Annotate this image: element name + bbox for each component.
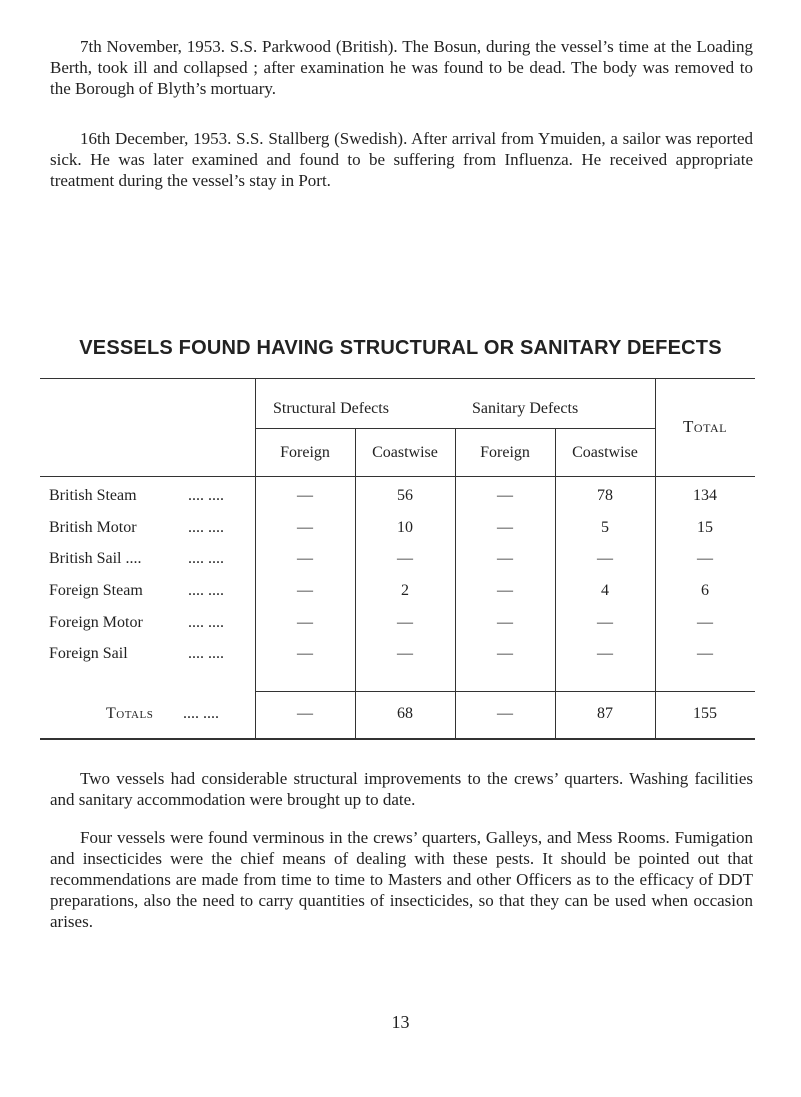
table-cell: —: [297, 487, 313, 504]
table-cell: 6: [701, 582, 709, 599]
table-bottom-rule: [40, 738, 755, 740]
table-cell: —: [297, 550, 313, 567]
row-label: British Sail ....: [49, 550, 142, 567]
sanitary-defects-header: Sanitary Defects: [472, 400, 579, 417]
paragraph-text: 16th December, 1953. S.S. Stallberg (Swedish). After arrival from Ymuiden, a sailor was reported sick. He was later examined and found to be suffering from Influenza. He received appropriate treatment during the vessel’s stay in Port.: [50, 129, 753, 190]
table-cell: 87: [597, 705, 613, 722]
table-cell: 68: [397, 705, 413, 722]
table-cell: —: [697, 645, 713, 662]
paragraph-verminous-vessels: [50, 827, 753, 932]
totals-label: Totals: [106, 705, 154, 722]
table-heading: VESSELS FOUND HAVING STRUCTURAL OR SANITARY DEFECTS: [79, 337, 722, 359]
table-cell: 5: [601, 519, 609, 536]
leader-dots: .... ....: [188, 487, 224, 504]
table-cell: —: [297, 582, 313, 599]
table-cell: 155: [693, 705, 717, 722]
paragraph-stallberg: [50, 128, 753, 191]
table-cell: —: [497, 645, 513, 662]
subheader-sanitary-foreign: Foreign: [480, 444, 530, 461]
table-cell: —: [297, 645, 313, 662]
leader-dots: .... ....: [188, 614, 224, 631]
paragraph-text: 7th November, 1953. S.S. Parkwood (British). The Bosun, during the vessel’s time at the Loading Berth, took ill and collapsed ; after examination he was found to be dead. The body was removed to the Borough of Blyth’s mortuary.: [50, 37, 753, 98]
table-cell: —: [497, 519, 513, 536]
table-cell: —: [397, 645, 413, 662]
paragraph-parkwood: [50, 36, 753, 99]
totals-top-rule: [255, 691, 755, 692]
table-cell: 134: [693, 487, 717, 504]
row-label: Foreign Motor: [49, 614, 143, 631]
header-bottom-rule: [40, 476, 755, 477]
table-cell: 2: [401, 582, 409, 599]
leader-dots: .... ....: [188, 519, 224, 536]
leader-dots: .... ....: [188, 645, 224, 662]
table-cell: 56: [397, 487, 413, 504]
leader-dots: .... ....: [188, 582, 224, 599]
table-top-rule: [40, 378, 755, 379]
subheader-structural-coastwise: Coastwise: [372, 444, 438, 461]
table-cell: —: [597, 614, 613, 631]
subheader-sanitary-coastwise: Coastwise: [572, 444, 638, 461]
table-cell: —: [497, 614, 513, 631]
table-cell: 4: [601, 582, 609, 599]
page-number: 13: [391, 1012, 410, 1032]
table-cell: —: [697, 614, 713, 631]
paragraph-structural-improvements: [50, 768, 753, 810]
leader-dots: .... ....: [183, 705, 219, 722]
table-cell: 10: [397, 519, 413, 536]
table-cell: —: [597, 645, 613, 662]
table-cell: —: [297, 705, 313, 722]
table-cell: —: [397, 614, 413, 631]
table-cell: 78: [597, 487, 613, 504]
leader-dots: .... ....: [188, 550, 224, 567]
table-cell: —: [597, 550, 613, 567]
row-label: Foreign Sail: [49, 645, 128, 662]
row-label: Foreign Steam: [49, 582, 143, 599]
table-cell: —: [497, 487, 513, 504]
defects-table: [40, 378, 755, 740]
table-cell: —: [497, 705, 513, 722]
row-label: British Steam: [49, 487, 137, 504]
table-cell: —: [497, 582, 513, 599]
table-cell: —: [297, 614, 313, 631]
paragraph-text: Two vessels had considerable structural improvements to the crews’ quarters. Washing facilities and sanitary accommodation were brought up to date.: [50, 769, 753, 809]
total-header: Total: [683, 417, 727, 436]
table-cell: —: [397, 550, 413, 567]
table-cell: 15: [697, 519, 713, 536]
subheader-structural-foreign: Foreign: [280, 444, 330, 461]
table-cell: —: [297, 519, 313, 536]
structural-defects-header: Structural Defects: [273, 400, 389, 417]
table-cell: —: [697, 550, 713, 567]
row-label: British Motor: [49, 519, 137, 536]
table-cell: —: [497, 550, 513, 567]
paragraph-text: Four vessels were found verminous in the crews’ quarters, Galleys, and Mess Rooms. Fumigation and insecticides were the chief means of dealing with these pests. It should be pointed out that recommendations are made from time to time to Masters and other Officers as to the efficacy of DDT preparations, also the need to carry quantities of insecticides, so that they can be used when occasion arises.: [50, 828, 753, 931]
